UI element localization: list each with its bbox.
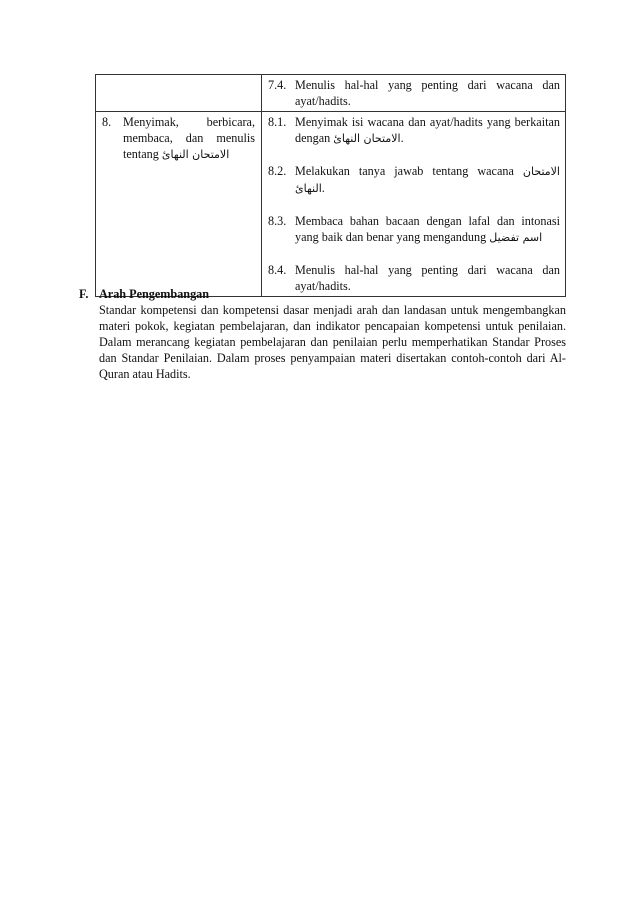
item-text-arabic: الامتحان النهائ <box>333 132 401 145</box>
item-text-arabic: الامتحان النهائ <box>295 165 560 195</box>
item-number: 8.2. <box>268 164 287 178</box>
item-text: Menulis hal-hal yang penting dari wacana dan ayat/hadits. <box>295 263 560 293</box>
list-item-8-2 <box>268 163 560 197</box>
item-text <box>295 213 560 246</box>
list-item-8-1 <box>268 114 560 147</box>
competency-cell-empty <box>96 75 262 112</box>
item-text <box>295 163 560 197</box>
item-number: 8.4. <box>268 263 287 277</box>
section-title: Arah Pengembangan <box>99 287 210 301</box>
item-text-latin: Membaca bahan bacaan dengan lafal dan intonasi yang baik dan benar yang mengandung <box>295 214 560 244</box>
item-text-latin: Melakukan tanya jawab tentang wacana <box>295 164 514 178</box>
section-f <box>79 286 566 382</box>
competency-cell <box>96 112 262 297</box>
competency-text-arabic: الامتحان النهائ <box>161 148 230 161</box>
section-body: Standar kompetensi dan kompetensi dasar menjadi arah dan landasan untuk mengembangkan materi pokok, kegiatan pembelajaran, dan indikator pencapaian kompetensi untuk penilaian. Dalam merancang kegiatan pembelajaran dan penilaian perlu memperhatikan Standar Proses dan Standar Penilaian. Dalam proses penyampaian materi disertakan contoh-contoh dari Al-Quran atau Hadits. <box>99 303 566 381</box>
list-item-7-4 <box>268 77 560 109</box>
item-text-punct: . <box>400 131 404 145</box>
indicator-cell <box>262 112 566 297</box>
competency-text-latin: Menyimak, berbicara, membaca, dan menulis tentang <box>123 115 255 161</box>
item-text: Menulis hal-hal yang penting dari wacana dan ayat/hadits. <box>295 78 560 108</box>
item-number: 7.4. <box>268 78 287 92</box>
competency-table <box>95 74 566 297</box>
list-item-8-3 <box>268 213 560 246</box>
item-text-latin: Menyimak isi wacana dan ayat/hadits yang berkaitan dengan <box>295 115 560 145</box>
item-number: 8.3. <box>268 214 287 228</box>
competency-number: 8. <box>102 115 112 129</box>
indicator-cell <box>262 75 566 112</box>
section-letter: F. <box>79 287 89 301</box>
item-text-arabic: اسم تفضيل <box>489 231 543 244</box>
item-text-punct: . <box>321 181 325 195</box>
table-row <box>96 75 566 112</box>
section-heading <box>79 286 566 302</box>
item-text <box>295 114 560 147</box>
item-number: 8.1. <box>268 115 287 129</box>
competency-item-8 <box>96 112 261 163</box>
table-row <box>96 112 566 297</box>
competency-text <box>123 114 255 163</box>
